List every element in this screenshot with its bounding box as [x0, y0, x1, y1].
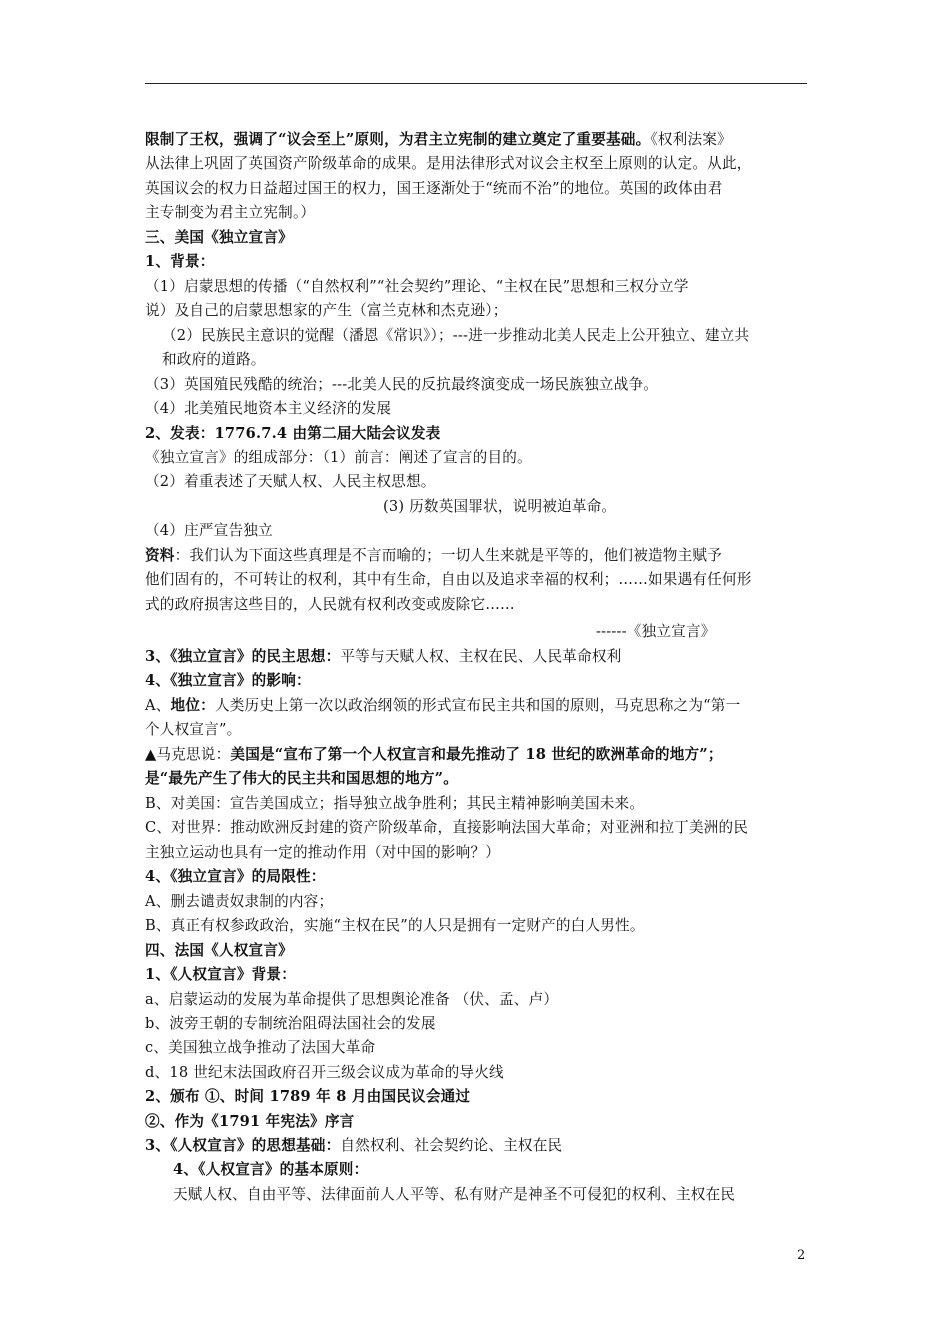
text-span: B、对美国：宣告美国成立；指导独立战争胜利；其民主精神影响美国未来。	[145, 795, 645, 812]
text-line	[145, 593, 515, 617]
text-line	[145, 963, 296, 987]
text-line	[145, 373, 658, 397]
text-span: ：我们认为下面这些真理是不言而喻的；一切人生来就是平等的，他们被造物主赋予	[174, 547, 722, 564]
text-span: （4）庄严宣告独立	[145, 522, 273, 539]
text-line	[596, 620, 716, 644]
text-line	[145, 152, 752, 176]
text-line	[145, 275, 689, 299]
text-span: 资料	[145, 547, 175, 564]
text-line	[145, 544, 722, 568]
text-line	[145, 177, 723, 201]
text-span: 个人权宣言”。	[145, 721, 242, 738]
text-span: （2）着重表述了天赋人权、人民主权思想。	[145, 473, 436, 490]
text-line	[145, 841, 500, 865]
text-span: 1、背景：	[145, 253, 215, 270]
text-span: (3) 历数英国罪状，说明被迫革命。	[383, 498, 617, 515]
text-span: A、删去谴责奴隶制的内容；	[145, 893, 334, 910]
text-span: B、真正有权参政政治，实施“主权在民”的人只是拥有一定财产的白人男性。	[145, 917, 645, 934]
text-span: 地位：	[170, 697, 215, 714]
text-line	[145, 939, 293, 963]
text-span: 4、《人权宣言》的基本原则：	[173, 1161, 369, 1178]
text-span: 是“最先产生了伟大的民主共和国思想的地方”。	[145, 770, 459, 787]
text-span: 说）及自己的启蒙思想家的产生（富兰克林和杰克逊）；	[145, 302, 508, 319]
header-rule	[145, 83, 807, 84]
text-span: d、18 世纪末法国政府召开三级会议成为革命的导火线	[145, 1064, 504, 1081]
text-span: a、启蒙运动的发展为革命提供了思想舆论准备 （伏、孟、卢）	[145, 991, 559, 1008]
text-span: 主专制变为君主立宪制。）	[145, 204, 316, 221]
text-span: （4）北美殖民地资本主义经济的发展	[145, 400, 392, 417]
text-span: 美国是“宣布了第一个人权宣言和最先推动了 18 世纪的欧洲革命的地方”；	[230, 746, 723, 763]
text-span: 2、发表：1776.7.4 由第二届大陆会议发表	[145, 425, 441, 442]
text-span: 限制了王权，强调了“议会至上”原则，为君主立宪制的建立奠定了重要基础。	[145, 131, 651, 148]
text-span: 自然权利、社会契约论、主权在民	[340, 1137, 563, 1154]
text-line	[145, 201, 315, 225]
text-span: c、美国独立战争推动了法国大革命	[145, 1039, 376, 1056]
text-line	[145, 694, 740, 718]
text-span: 天赋人权、自由平等、法律面前人人平等、私有财产是神圣不可侵犯的权利、主权在民	[173, 1186, 736, 1203]
text-line	[383, 495, 616, 519]
text-line	[145, 1085, 470, 1109]
text-line	[145, 397, 391, 421]
text-line	[145, 865, 326, 889]
text-span: 《独立宣言》的组成部分：（1）前言：阐述了宣言的目的。	[145, 449, 532, 466]
text-line	[145, 470, 436, 494]
text-line	[145, 669, 311, 693]
text-line	[145, 1061, 504, 1085]
text-line	[145, 226, 293, 250]
text-span: 四、法国《人权宣言》	[145, 942, 293, 959]
text-span: （2）民族民主意识的觉醒（潘恩《常识》）；---进一步推动北美人民走上公开独立、建立共	[162, 327, 750, 344]
text-line	[145, 250, 215, 274]
text-line	[145, 1012, 436, 1036]
page-number: 2	[797, 1248, 806, 1263]
text-line	[145, 568, 752, 592]
text-line	[145, 743, 723, 767]
text-line	[162, 348, 266, 372]
text-span: 从法律上巩固了英国资产阶级革命的成果。是用法律形式对议会主权至上原则的认定。从此，	[145, 155, 752, 172]
text-line	[145, 299, 508, 323]
text-span: b、波旁王朝的专制统治阻碍法国社会的发展	[145, 1015, 436, 1032]
text-span: 4、《独立宣言》的影响：	[145, 672, 311, 689]
text-line	[173, 1183, 735, 1207]
text-line	[145, 422, 440, 446]
text-span: 他们固有的，不可转让的权利，其中有生命，自由以及追求幸福的权利；……如果遇有任何形	[145, 571, 752, 588]
text-span: 3、《人权宣言》的思想基础：	[145, 1137, 341, 1154]
text-line	[145, 1110, 354, 1134]
text-span: 4、《独立宣言》的局限性：	[145, 868, 326, 885]
text-span: （3）英国殖民残酷的统治；---北美人民的反抗最终演变成一场民族独立战争。	[145, 376, 659, 393]
text-line	[145, 1134, 562, 1158]
text-line	[145, 792, 644, 816]
text-span: 人类历史上第一次以政治纲领的形式宣布民主共和国的原则，马克思称之为“第一	[214, 697, 741, 714]
text-line	[145, 988, 558, 1012]
text-line	[145, 718, 241, 742]
text-span: 《权利法案》	[650, 131, 732, 148]
text-line	[145, 446, 532, 470]
text-span: C、对世界：推动欧洲反封建的资产阶级革命，直接影响法国大革命；对亚洲和拉丁美洲的民	[145, 819, 749, 836]
text-span: ②、作为《1791 年宪法》序言	[145, 1113, 355, 1130]
text-span: 3、《独立宣言》的民主思想：	[145, 648, 341, 665]
text-line	[145, 128, 732, 152]
text-span: 和政府的道路。	[162, 351, 266, 368]
text-line	[145, 767, 458, 791]
text-line	[145, 1036, 375, 1060]
text-span: A、	[145, 697, 171, 714]
text-line	[162, 324, 749, 348]
text-span: 式的政府损害这些目的，人民就有权利改变或废除它……	[145, 596, 515, 613]
text-span: 2、颁布 ①、时间 1789 年 8 月由国民议会通过	[145, 1088, 471, 1105]
text-span: ------《独立宣言》	[596, 623, 716, 640]
text-line	[145, 914, 645, 938]
text-line	[145, 645, 621, 669]
text-span: （1）启蒙思想的传播（“自然权利”“社会契约”理论、“主权在民”思想和三权分立学	[145, 278, 689, 295]
text-span: 1、《人权宣言》背景：	[145, 966, 296, 983]
text-line	[145, 816, 748, 840]
text-span: 三、美国《独立宣言》	[145, 229, 293, 246]
text-span: 英国议会的权力日益超过国王的权力，国王逐渐处于“统而不治”的地位。英国的政体由君	[145, 180, 723, 197]
text-span: 主独立运动也具有一定的推动作用（对中国的影响？）	[145, 844, 501, 861]
text-line	[145, 519, 273, 543]
text-span: 平等与天赋人权、主权在民、人民革命权利	[340, 648, 622, 665]
text-line	[145, 890, 333, 914]
text-line	[173, 1158, 368, 1182]
text-span: ▲马克思说：	[145, 746, 231, 763]
